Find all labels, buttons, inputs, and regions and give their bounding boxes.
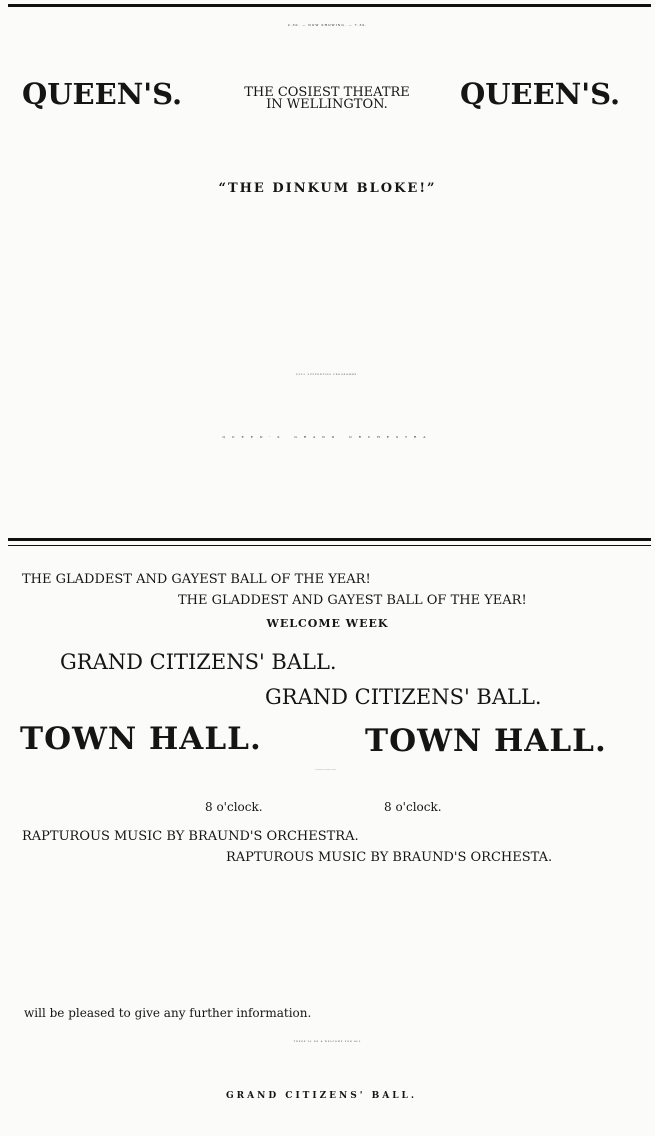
welcome-for-all: THERE'LL BE A WELCOME FOR ALL	[293, 1041, 362, 1043]
gladdest-line-1: THE GLADDEST AND GAYEST BALL OF THE YEAR!	[22, 572, 371, 587]
town-hall-right: TOWN HALL.	[365, 723, 607, 759]
music-line-2: RAPTUROUS MUSIC BY BRAUND'S ORCHESTA.	[226, 850, 553, 865]
event-time-left: 8 o'clock.	[205, 800, 263, 814]
citizens-ball-line-1: GRAND CITIZENS' BALL.	[60, 650, 337, 674]
separator-rule-thin	[8, 545, 651, 546]
event-date: TO-MORROW NIGHT (Tuesday, 10th July).	[314, 770, 337, 771]
event-time-right: 8 o'clock.	[384, 800, 442, 814]
welcome-week: WELCOME WEEK	[266, 617, 389, 630]
film-title: “THE DINKUM BLOKE!”	[218, 181, 437, 196]
orchestra-name: QUEEN'S GRAND ORCHESTRA	[222, 435, 433, 439]
closing-title: GRAND CITIZENS' BALL.	[225, 1091, 418, 1101]
theatre-name-left: QUEEN'S.	[22, 77, 183, 111]
gladdest-line-2: THE GLADDEST AND GAYEST BALL OF THE YEAR!	[178, 593, 527, 608]
theatre-name-right: QUEEN'S.	[460, 77, 621, 111]
show-times: 2.30. — NOW SHOWING. — 7.30.	[287, 23, 368, 27]
supporting-programme: FULL SUPPORTING PROGRAMME.	[296, 374, 359, 376]
tagline-line-2: IN WELLINGTON.	[266, 97, 388, 112]
town-hall-left: TOWN HALL.	[20, 721, 262, 757]
top-rule	[8, 4, 651, 7]
tickets-line-4: will be pleased to give any further information.	[24, 1006, 312, 1020]
separator-rule-thick	[8, 538, 651, 541]
tagline-line-1: THE COSIEST THEATRE	[244, 85, 410, 100]
citizens-ball-line-2: GRAND CITIZENS' BALL.	[265, 685, 542, 709]
music-line-1: RAPTUROUS MUSIC BY BRAUND'S ORCHESTRA.	[22, 829, 359, 844]
